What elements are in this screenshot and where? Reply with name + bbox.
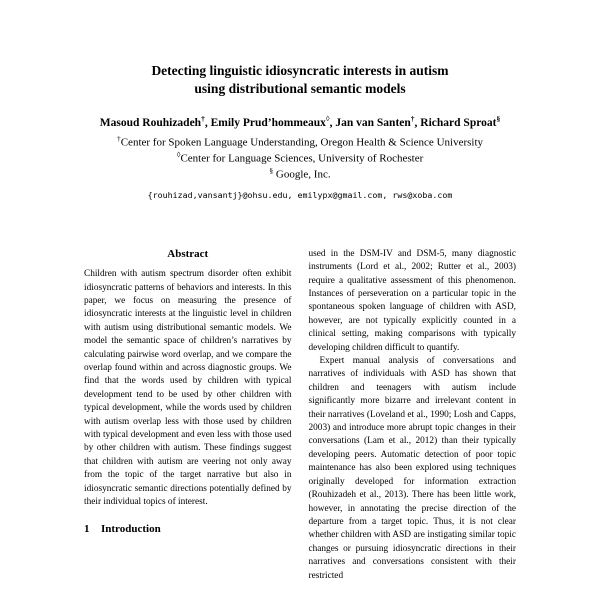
- author-name-2: Emily Prud’hommeaux: [210, 116, 326, 129]
- affiliation-text-1: Center for Spoken Language Understanding, Oregon Health & Science University: [120, 136, 484, 149]
- author-affiliation-mark-4: §: [496, 114, 501, 124]
- left-column: [84, 248, 292, 583]
- author-separator-3: ,: [414, 116, 421, 129]
- right-column: [309, 248, 517, 583]
- author-separator-2: ,: [329, 116, 336, 129]
- paper-title: [84, 62, 516, 97]
- right-column-paragraph-1: used in the DSM-IV and DSM-5, many diagnostic instruments (Lord et al., 2002; Rutter et al., 2003) require a qualitative assessment of this phenomenon. Instances of perseveration on a particular topic in the spontaneous spoken language of children with ASD, however, are not typically explicitly counted in a clinical setting, making comparisons with typically developing children difficult to quantify.: [308, 248, 516, 353]
- affiliation-line-2: [84, 150, 516, 166]
- affiliation-text-3: Google, Inc.: [273, 168, 331, 181]
- author-line: [84, 114, 516, 129]
- author-name-1: Masoud Rouhizadeh: [99, 116, 202, 129]
- paper-title-line-1: Detecting linguistic idiosyncratic interests in autism: [151, 63, 449, 78]
- section-1-heading: [84, 523, 292, 536]
- author-separator-1: ,: [204, 116, 211, 129]
- author-affiliation-mark-3: †: [410, 114, 415, 124]
- affiliation-text-2: Center for Language Sciences, University of Rochester: [180, 152, 424, 165]
- affiliation-mark-3: §: [269, 165, 274, 175]
- section-1-title: Introduction: [101, 522, 161, 535]
- author-name-3: Jan van Santen: [335, 116, 411, 129]
- author-affiliation-mark-2: ◊: [325, 114, 330, 124]
- affiliation-line-3: [84, 166, 516, 182]
- paper-title-line-2: using distributional semantic models: [194, 80, 406, 96]
- right-column-paragraph-2: Expert manual analysis of conversations and narratives of individuals with ASD has shown that children and teenagers with autism include significantly more bizarre and irrelevant content in their narratives (Loveland et al., 1990; Losh and Capps, 2003) and introduce more abrupt topic changes in their conversations (Lam et al., 2012) than their typically developing peers. Automatic detection of poor topic maintenance has also been explored using techniques originally developed for information extraction (Rouhizadeh et al., 2013). There has been little work, however, in annotating the precise direction of the departure from a target topic. Thus, it is not clear whether children with ASD are instigating similar topic changes or pursuing idiosyncratic directions in their narratives and conversations consistent with their restricted: [308, 356, 516, 581]
- affiliation-mark-2: ◊: [176, 149, 181, 159]
- paper-body: [84, 248, 516, 583]
- abstract-text: Children with autism spectrum disorder often exhibit idiosyncratic patterns of behaviors and interests. In this paper, we focus on measuring the presence of idiosyncratic interests at the linguistic level in children with autism using distributional semantic models. We model the semantic space of children’s narratives by calculating pairwise word overlap, and we compare the overlap found within and across diagnostic groups. We find that the words used by children with typical development tend to be used by other children with typical development, while the words used by children with autism overlap less with those used by children with typical development and even less with those used by other children with autism. These findings suggest that children with autism are veering not only away from the topic of the target narrative but also in idiosyncratic semantic directions potentially defined by their individual topics of interest.: [84, 269, 292, 508]
- author-affiliation-mark-1: †: [201, 114, 205, 124]
- affiliation-line-1: [84, 134, 516, 150]
- section-1-number: 1: [84, 522, 90, 535]
- abstract-heading: Abstract: [167, 247, 209, 260]
- author-emails: {rouhizad,vansantj}@ohsu.edu, emilypx@gmail.com, rws@xoba.com: [147, 189, 453, 200]
- affiliation-mark-1: †: [116, 133, 121, 143]
- affiliation-block: [84, 134, 516, 182]
- author-name-4: Richard Sproat: [420, 116, 497, 129]
